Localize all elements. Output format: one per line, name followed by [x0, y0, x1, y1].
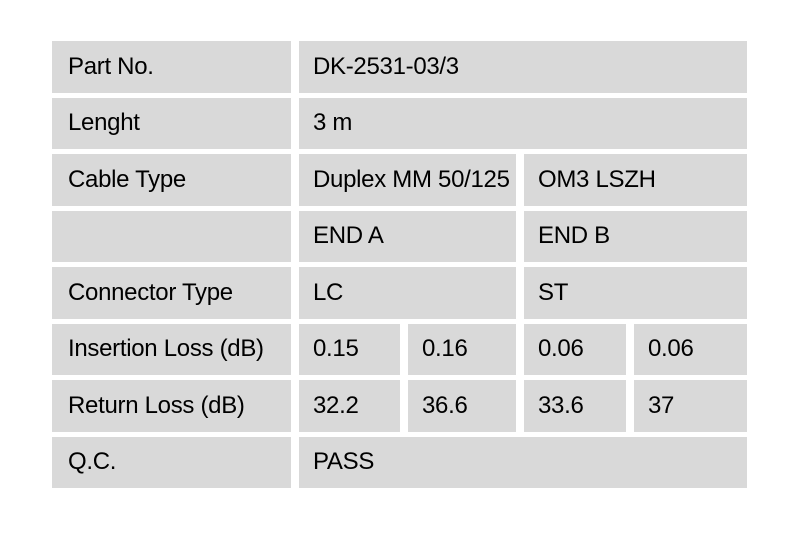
- row-part-no-label: Part No.: [52, 41, 291, 93]
- row-ends-header-value-1: END B: [524, 211, 747, 263]
- row-return-loss-value-3: 37: [634, 380, 747, 432]
- row-insertion-loss-value-1: 0.16: [408, 324, 516, 376]
- spec-table: [52, 41, 747, 488]
- row-qc-value-0: PASS: [299, 437, 747, 489]
- row-return-loss-label: Return Loss (dB): [52, 380, 291, 432]
- row-ends-header-label: [52, 211, 291, 263]
- row-insertion-loss-value-3: 0.06: [634, 324, 747, 376]
- row-cable-type-value-0: Duplex MM 50/125: [299, 154, 516, 206]
- row-insertion-loss-label: Insertion Loss (dB): [52, 324, 291, 376]
- row-insertion-loss-value-0: 0.15: [299, 324, 400, 376]
- row-connector-type-label: Connector Type: [52, 267, 291, 319]
- row-part-no-value-0: DK-2531-03/3: [299, 41, 747, 93]
- row-cable-type-value-1: OM3 LSZH: [524, 154, 747, 206]
- row-ends-header-value-0: END A: [299, 211, 516, 263]
- row-connector-type-value-0: LC: [299, 267, 516, 319]
- row-insertion-loss-value-2: 0.06: [524, 324, 626, 376]
- row-qc-label: Q.C.: [52, 437, 291, 489]
- row-lenght-value-0: 3 m: [299, 98, 747, 150]
- row-connector-type-value-1: ST: [524, 267, 747, 319]
- row-return-loss-value-0: 32.2: [299, 380, 400, 432]
- row-lenght-label: Lenght: [52, 98, 291, 150]
- row-cable-type-label: Cable Type: [52, 154, 291, 206]
- row-return-loss-value-2: 33.6: [524, 380, 626, 432]
- row-return-loss-value-1: 36.6: [408, 380, 516, 432]
